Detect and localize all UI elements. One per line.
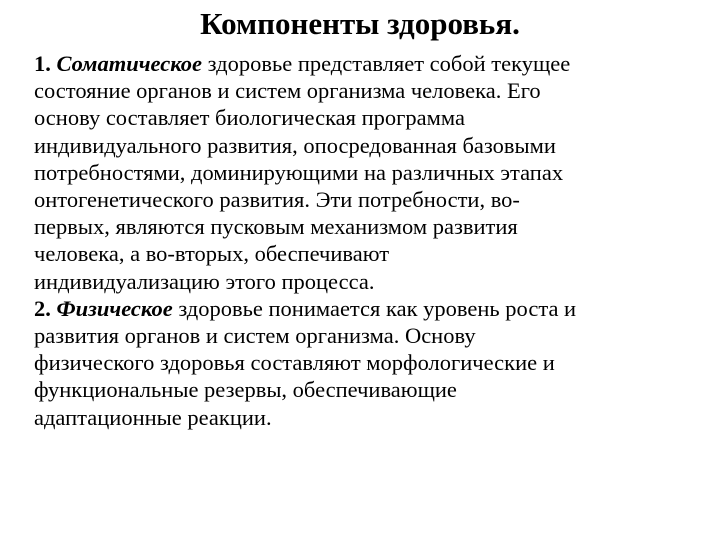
section-somatic-term: Соматическое: [56, 51, 203, 76]
section-physical: [34, 295, 716, 431]
section-somatic: [34, 50, 716, 295]
section-physical-line-2: развития органов и систем организма. Основу: [34, 323, 476, 349]
section-somatic-line-2: состояние органов и систем организма человека. Его: [34, 78, 541, 104]
slide-title: Компоненты здоровья.: [200, 6, 520, 41]
section-somatic-line-8: человека, а во-вторых, обеспечивают: [34, 241, 390, 267]
section-somatic-line-1: [34, 50, 716, 77]
section-physical-text: здоровье понимается как уровень роста и: [172, 295, 577, 321]
section-somatic-line-4: индивидуального развития, опосредованная базовыми: [34, 132, 556, 158]
section-somatic-line-3: основу составляет биологическая программа: [34, 105, 465, 131]
section-somatic-line-9: индивидуализацию этого процесса.: [34, 268, 375, 294]
section-somatic-line-6: онтогенетического развития. Эти потребности, во-: [34, 187, 520, 213]
section-somatic-text: здоровье представляет собой текущее: [202, 51, 571, 76]
section-somatic-line-7: первых, являются пусковым механизмом развития: [34, 214, 518, 240]
section-physical-number: 2.: [34, 295, 51, 321]
section-somatic-number: 1.: [34, 51, 51, 76]
section-physical-term: Физическое: [56, 295, 173, 321]
section-physical-line-5: адаптационные реакции.: [34, 404, 272, 430]
section-physical-line-1: [34, 295, 716, 322]
section-somatic-line-5: потребностями, доминирующими на различных этапах: [34, 159, 564, 185]
section-physical-line-3: физического здоровья составляют морфологические и: [34, 350, 555, 376]
slide-body: [34, 50, 716, 431]
section-physical-line-4: функциональные резервы, обеспечивающие: [34, 377, 457, 403]
